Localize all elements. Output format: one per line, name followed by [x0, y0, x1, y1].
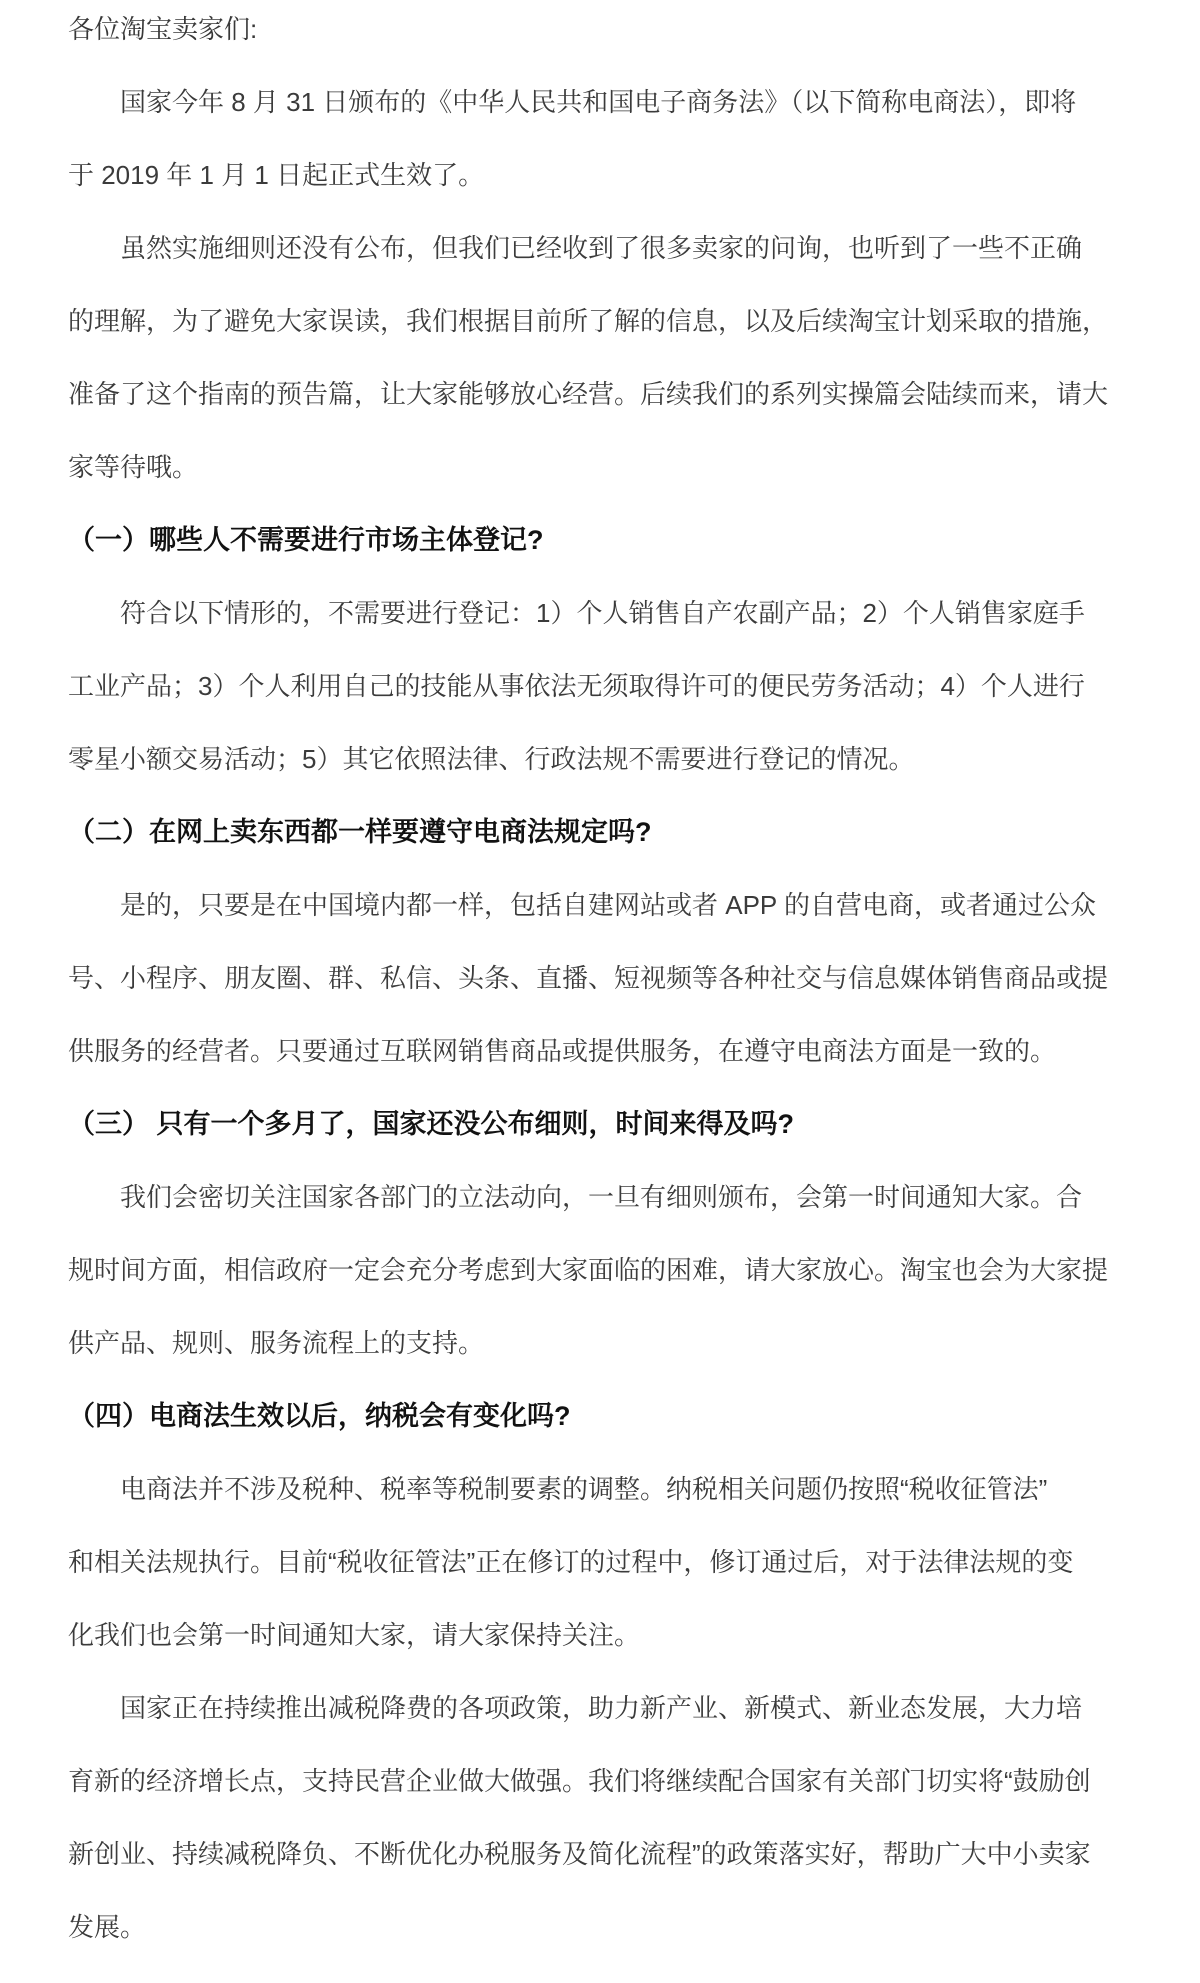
- section-heading: （三） 只有一个多月了，国家还没公布细则，时间来得及吗?: [68, 1109, 794, 1139]
- text-line: 是的，只要是在中国境内都一样，包括自建网站或者 APP 的自营电商，或者通过公众: [120, 890, 1097, 920]
- text-line: 化我们也会第一时间通知大家，请大家保持关注。: [68, 1620, 641, 1650]
- text-line: 国家正在持续推出减税降费的各项政策，助力新产业、新模式、新业态发展，大力培: [120, 1693, 1083, 1723]
- text-line: 供服务的经营者。只要通过互联网销售商品或提供服务，在遵守电商法方面是一致的。: [68, 1036, 1057, 1066]
- section-heading: （二）在网上卖东西都一样要遵守电商法规定吗?: [68, 817, 652, 847]
- text-line: 各位淘宝卖家们:: [68, 14, 258, 44]
- text-line: 符合以下情形的，不需要进行登记：1）个人销售自产农副产品；2）个人销售家庭手: [120, 598, 1085, 628]
- text-line: 供产品、规则、服务流程上的支持。: [68, 1328, 485, 1358]
- section-heading: （四）电商法生效以后，纳税会有变化吗?: [68, 1401, 571, 1431]
- section-heading: （一）哪些人不需要进行市场主体登记?: [68, 525, 544, 555]
- text-line: 育新的经济增长点，支持民营企业做大做强。我们将继续配合国家有关部门切实将“鼓励创: [68, 1766, 1091, 1796]
- text-line: 发展。: [68, 1912, 147, 1942]
- text-line: 电商法并不涉及税种、税率等税制要素的调整。纳税相关问题仍按照“税收征管法”: [120, 1474, 1048, 1504]
- text-line: 号、小程序、朋友圈、群、私信、头条、直播、短视频等各种社交与信息媒体销售商品或提: [68, 963, 1109, 993]
- text-line: 规时间方面，相信政府一定会充分考虑到大家面临的困难，请大家放心。淘宝也会为大家提: [68, 1255, 1109, 1285]
- text-line: 我们会密切关注国家各部门的立法动向，一旦有细则颁布，会第一时间通知大家。合: [120, 1182, 1083, 1212]
- document-body: [68, 0, 1112, 1964]
- text-line: 工业产品；3）个人利用自己的技能从事依法无须取得许可的便民劳务活动；4）个人进行: [68, 671, 1085, 701]
- text-line: 于 2019 年 1 月 1 日起正式生效了。: [68, 160, 485, 190]
- text-line: 新创业、持续减税降负、不断优化办税服务及简化流程”的政策落实好，帮助广大中小卖家: [68, 1839, 1091, 1869]
- text-line: 虽然实施细则还没有公布，但我们已经收到了很多卖家的问询，也听到了一些不正确: [120, 233, 1083, 263]
- text-line: 的理解，为了避免大家误读，我们根据目前所了解的信息，以及后续淘宝计划采取的措施，: [68, 306, 1109, 336]
- text-line: 和相关法规执行。目前“税收征管法”正在修订的过程中，修订通过后，对于法律法规的变: [68, 1547, 1074, 1577]
- text-line: 家等待哦。: [68, 452, 199, 482]
- text-line: 准备了这个指南的预告篇，让大家能够放心经营。后续我们的系列实操篇会陆续而来，请大: [68, 379, 1109, 409]
- text-line: 零星小额交易活动；5）其它依照法律、行政法规不需要进行登记的情况。: [68, 744, 915, 774]
- text-line: 国家今年 8 月 31 日颁布的《中华人民共和国电子商务法》（以下简称电商法），即将: [120, 87, 1077, 117]
